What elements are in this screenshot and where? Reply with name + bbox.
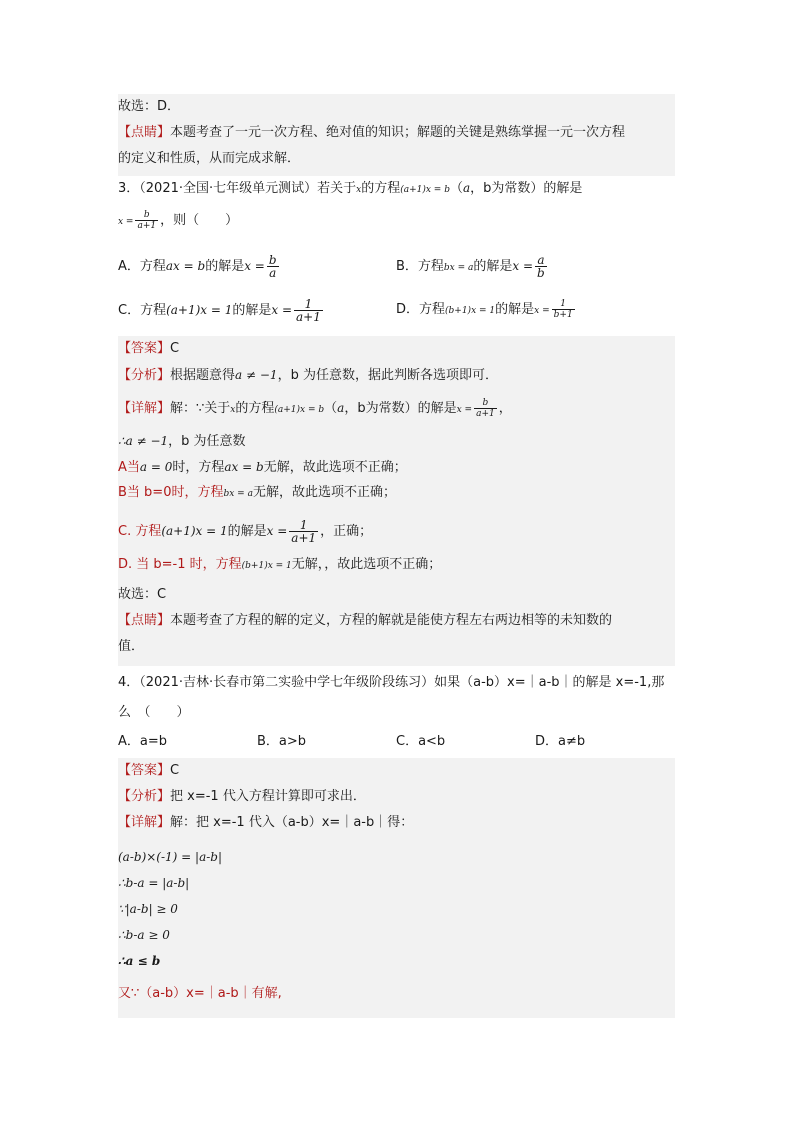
detail-4-step2: ∴b-a = |a-b|	[118, 870, 675, 897]
detail-3-choice: 故选：C	[118, 582, 675, 608]
question-4-stem: 4．（2021·吉林·长春市第二实验中学七年级阶段练习）如果（a-b）x=｜a-b｜的解是 x=-1,那	[118, 675, 665, 690]
question-3-stem: 3．（2021·全国·七年级单元测试）若关于x的方程(a+1)x = b（a，b为常数）的解是	[118, 181, 583, 196]
fraction: $\frac{b}{a+1}$	[137, 210, 157, 231]
option-b[interactable]: B．a>b	[257, 734, 307, 749]
detail-3-step-b: B当 b=0时，方程bx = a无解，故此选项不正确；	[118, 480, 675, 510]
detail-3-step-a: A当a = 0时，方程ax = b无解，故此选项不正确；	[118, 454, 675, 481]
question-3-options-ab	[118, 248, 675, 284]
question-3-options-cd	[118, 292, 675, 328]
detail-3-step-c: C. 方程(a+1)x = 1的解是x = $\frac{1}{a+1}$ ，正确；	[118, 510, 675, 552]
detail-4-step1: (a-b)×(-1) = |a-b|	[118, 844, 675, 871]
detail-4-step5: ∴a ≤ b	[118, 948, 675, 975]
comment-3: 【点睛】本题考查了方程的解的定义，方程的解就是能使方程左右两边相等的未知数的	[118, 608, 675, 634]
detail-4-step3: ∵|a-b| ≥ 0	[118, 896, 675, 923]
analysis-4: 【分析】把 x=-1 代入方程计算即可求出．	[118, 784, 675, 810]
fraction: $\frac{1}{b+1}$	[553, 299, 573, 320]
answer-4: 【答案】C	[118, 758, 675, 784]
line-comment: 【点睛】本题考查了一元一次方程、绝对值的知识；解题的关键是熟练掌握一元一次方程	[118, 120, 675, 146]
line-answer-choice: 故选：D．	[118, 94, 675, 120]
detail-4: 【详解】解：把 x=-1 代入（a-b）x=｜a-b｜得：	[118, 810, 675, 844]
option-b[interactable]: B．方程bx = a的解是x = $\frac{a}{b}$	[396, 253, 545, 280]
fraction: $\frac{a}{b}$	[537, 253, 545, 280]
question-3-solution: x = $\frac{b}{a+1}$ ，则（ ）	[118, 210, 239, 231]
fraction: $\frac{1}{a+1}$	[296, 297, 321, 324]
comment-3-cont: 值．	[118, 634, 675, 666]
option-a[interactable]: A．方程ax = b的解是x = $\frac{b}{a}$	[118, 253, 277, 280]
fraction: $\frac{b}{a}$	[268, 253, 277, 280]
detail-4-step4: ∴b-a ≥ 0	[118, 922, 675, 949]
analysis-3: 【分析】根据题意得a ≠ −1，b 为任意数，据此判断各选项即可．	[118, 362, 675, 389]
detail-3-step1: ∴a ≠ −1，b 为任意数	[118, 428, 675, 455]
answer-3: 【答案】C	[118, 336, 675, 362]
detail-4-step6: 又∵（a-b）x=｜a-b｜有解,	[118, 974, 675, 1018]
fraction: $\frac{1}{a+1}$	[291, 518, 317, 545]
option-c[interactable]: C．a<b	[396, 734, 446, 749]
option-d[interactable]: D．a≠b	[535, 734, 586, 749]
fraction: $\frac{b}{a+1}$	[476, 398, 495, 419]
line-comment-cont: 的定义和性质，从而完成求解．	[118, 146, 675, 176]
option-a[interactable]: A．a=b	[118, 734, 168, 749]
detail-3-step-d: D. 当 b=-1 时，方程(b+1)x = 1无解，，故此选项不正确；	[118, 552, 675, 582]
question-4-stem-cont: 么 （ ）	[118, 705, 190, 720]
option-d[interactable]: D．方程(b+1)x = 1的解是x = $\frac{1}{b+1}$	[396, 299, 573, 320]
option-c[interactable]: C．方程(a+1)x = 1的解是x = $\frac{1}{a+1}$	[118, 297, 321, 324]
detail-3: 【详解】解：∵关于x的方程(a+1)x = b（a，b为常数）的解是x = $\frac{b}{a+1}$ ，	[118, 388, 675, 428]
comment-label: 【点睛】	[118, 125, 171, 140]
